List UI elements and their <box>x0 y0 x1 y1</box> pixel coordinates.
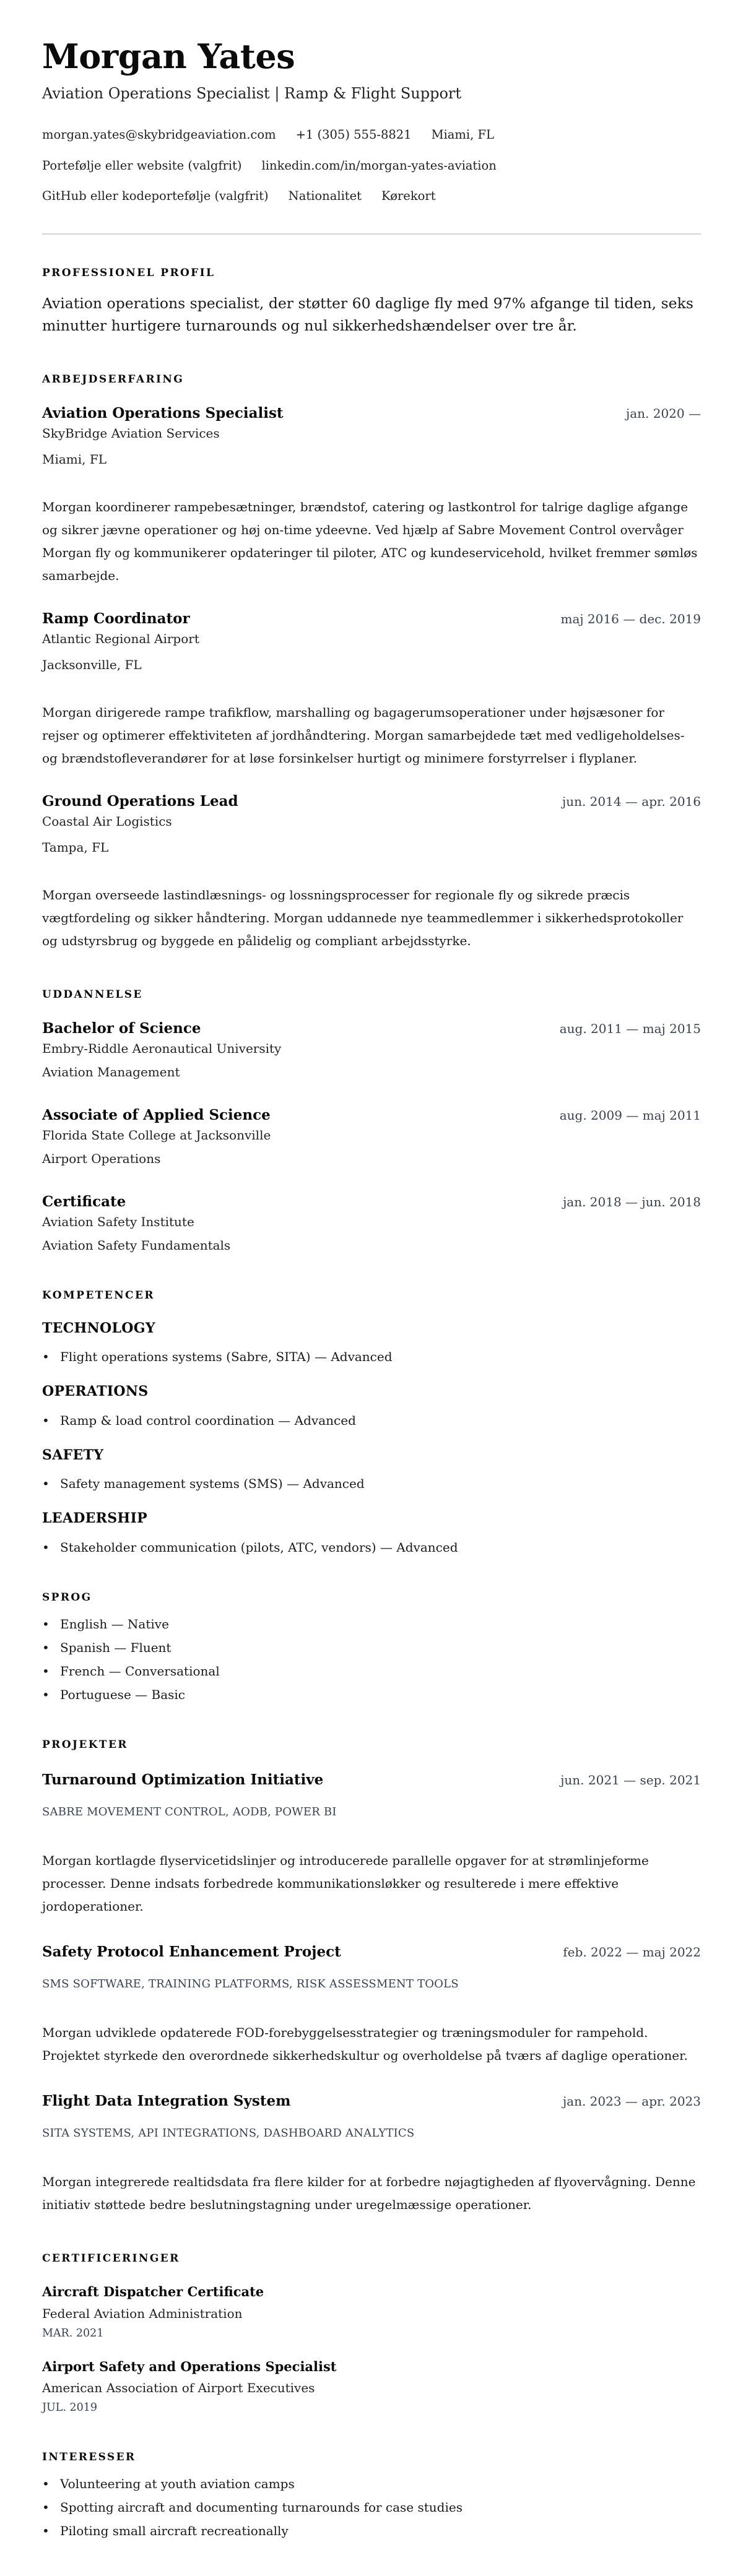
projects-section <box>42 1739 701 2216</box>
education-section <box>42 988 701 1253</box>
skill-item: • Ramp & load control coordination — Advanced <box>42 1412 701 1428</box>
candidate-headline: Aviation Operations Specialist | Ramp & Flight Support <box>42 85 462 103</box>
education-date: aug. 2009 — maj 2011 <box>559 1107 701 1123</box>
education-entry <box>42 1106 701 1167</box>
school-name: Aviation Safety Institute <box>42 1214 194 1229</box>
contact-location: Miami, FL <box>431 128 495 142</box>
project-description: Morgan udviklede opdaterede FOD-forebyggelsesstrategier og træningsmoduler for rampehold. Projektet styrkede den overordnede sikkerhedskultur og overholdelse på tværs af daglige operationer. <box>42 2025 688 2064</box>
project-date: feb. 2022 — maj 2022 <box>563 1945 701 1960</box>
contact-drivers-license: Kørekort <box>381 188 436 203</box>
section-title: SPROG <box>42 1591 92 1604</box>
project-entry <box>42 1943 701 2067</box>
education-entry <box>42 1019 701 1080</box>
skill-category: OPERATIONS <box>42 1383 149 1400</box>
section-title: PROJEKTER <box>42 1739 128 1752</box>
certification-entry <box>42 2358 701 2415</box>
contact-github[interactable]: GitHub eller kodeportefølje (valgfrit) <box>42 188 269 203</box>
skill-group <box>42 1510 701 1555</box>
job-description: Morgan dirigerede rampe trafikflow, marshalling og bagagerumsoperationer under højsæsoner for rejser og optimerer effektiviteten af jordhåndtering. Morgan samarbejdede tæt med vedligeholdelses- og brændstofleverandører for at løse forsinkelser hurtigt og minimere forstyrrelser i flyplaner. <box>42 704 685 766</box>
skill-group <box>42 1447 701 1492</box>
project-description: Morgan integrerede realtidsdata fra flere kilder for at forbedre nøjagtigheden af flyovervågning. Denne initiativ støttede bedre beslutningstagning under uregelmæssige operationer. <box>42 2174 696 2213</box>
certification-title: Aircraft Dispatcher Certificate <box>42 2284 264 2300</box>
education-entry <box>42 1193 701 1253</box>
degree-title: Bachelor of Science <box>42 1020 201 1037</box>
skills-section <box>42 1289 701 1555</box>
job-description: Morgan koordinerer rampebesætninger, brændstof, catering og lastkontrol for talrige daglige afgange og sikrer jævne operationer og høj on-time ydeevne. Ved hjælp af Sabre Movement Control overvåger Morgan fly og kommunikerer opdateringer til piloter, ATC og kundeservicehold, hvilket fremmer sømløs samarbejde. <box>42 499 698 583</box>
job-company: Coastal Air Logistics <box>42 813 172 829</box>
experience-entry <box>42 404 701 587</box>
project-date: jun. 2021 — sep. 2021 <box>560 1773 701 1788</box>
skill-item: • Safety management systems (SMS) — Advanced <box>42 1476 701 1492</box>
language-item: • Portuguese — Basic <box>42 1687 701 1703</box>
field-of-study: Aviation Management <box>42 1064 180 1079</box>
interest-item: • Piloting small aircraft recreationally <box>42 2523 701 2539</box>
skill-item: • Flight operations systems (Sabre, SITA) — Advanced <box>42 1349 701 1365</box>
experience-entry <box>42 792 701 953</box>
education-date: aug. 2011 — maj 2015 <box>559 1021 701 1036</box>
candidate-name: Morgan Yates <box>42 37 295 76</box>
skill-category: SAFETY <box>42 1446 104 1463</box>
school-name: Embry-Riddle Aeronautical University <box>42 1040 282 1056</box>
profile-section <box>42 267 701 337</box>
job-company: SkyBridge Aviation Services <box>42 425 220 441</box>
languages-section <box>42 1591 701 1703</box>
experience-entry <box>42 610 701 770</box>
project-date: jan. 2023 — apr. 2023 <box>562 2094 701 2109</box>
field-of-study: Aviation Safety Fundamentals <box>42 1237 231 1253</box>
contact-portfolio[interactable]: Portefølje eller website (valgfrit) <box>42 158 242 173</box>
profile-summary: Aviation operations specialist, der støtter 60 daglige fly med 97% afgange til tiden, seks minutter hurtigere turnarounds og nul sikkerhedshændelser over tre år. <box>42 294 693 335</box>
job-title: Ramp Coordinator <box>42 610 190 627</box>
interest-item: • Volunteering at youth aviation camps <box>42 2476 701 2492</box>
section-title: CERTIFICERINGER <box>42 2252 180 2265</box>
contact-row <box>42 188 701 204</box>
project-title: Flight Data Integration System <box>42 2093 291 2110</box>
section-title: KOMPETENCER <box>42 1289 155 1302</box>
section-title: ARBEJDSERFARING <box>42 373 185 386</box>
project-tech: SITA SYSTEMS, API INTEGRATIONS, DASHBOARD ANALYTICS <box>42 2127 415 2140</box>
job-date: maj 2016 — dec. 2019 <box>560 611 701 626</box>
job-title: Ground Operations Lead <box>42 792 238 810</box>
language-item: • Spanish — Fluent <box>42 1640 701 1656</box>
certification-entry <box>42 2283 701 2340</box>
contact-linkedin[interactable]: linkedin.com/in/morgan-yates-aviation <box>261 158 497 173</box>
contact-row <box>42 127 701 142</box>
job-date: jan. 2020 — <box>626 405 701 421</box>
school-name: Florida State College at Jacksonville <box>42 1127 271 1143</box>
job-title: Aviation Operations Specialist <box>42 404 284 421</box>
degree-title: Associate of Applied Science <box>42 1106 271 1123</box>
contact-email[interactable]: morgan.yates@skybridgeaviation.com <box>42 128 276 142</box>
resume-header <box>42 37 701 204</box>
project-tech: SMS SOFTWARE, TRAINING PLATFORMS, RISK ASSESSMENT TOOLS <box>42 1977 459 1991</box>
interests-section <box>42 2451 701 2539</box>
job-location: Tampa, FL <box>42 839 109 855</box>
certification-title: Airport Safety and Operations Specialist <box>42 2358 337 2374</box>
contact-row <box>42 158 701 173</box>
skill-category: TECHNOLOGY <box>42 1320 155 1337</box>
experience-section <box>42 373 701 953</box>
section-title: UDDANNELSE <box>42 988 143 1001</box>
project-title: Turnaround Optimization Initiative <box>42 1771 324 1789</box>
section-title: INTERESSER <box>42 2450 136 2463</box>
section-title: PROFESSIONEL PROFIL <box>42 267 215 280</box>
job-company: Atlantic Regional Airport <box>42 631 199 646</box>
project-entry <box>42 2092 701 2216</box>
job-location: Miami, FL <box>42 451 107 467</box>
certification-issuer: Federal Aviation Administration <box>42 2306 243 2321</box>
field-of-study: Airport Operations <box>42 1151 161 1166</box>
language-item: • English — Native <box>42 1616 701 1632</box>
certification-date: JUL. 2019 <box>42 2401 98 2414</box>
interest-item: • Spotting aircraft and documenting turnarounds for case studies <box>42 2499 701 2515</box>
education-date: jan. 2018 — jun. 2018 <box>563 1194 701 1209</box>
skill-category: LEADERSHIP <box>42 1510 147 1527</box>
skill-group <box>42 1383 701 1428</box>
language-item: • French — Conversational <box>42 1663 701 1679</box>
certification-issuer: American Association of Airport Executives <box>42 2380 315 2395</box>
job-date: jun. 2014 — apr. 2016 <box>562 793 701 809</box>
contact-nationality: Nationalitet <box>288 188 362 203</box>
header-divider <box>42 233 701 235</box>
certification-date: MAR. 2021 <box>42 2327 104 2340</box>
job-description: Morgan overseede lastindlæsnings- og lossningsprocesser for regionale fly og sikrede præcis vægtfordeling og sikker håndtering. Morgan uddannede nye teammedlemmer i sikkerhedsprotokoller og udstyrsbrug og byggede en pålidelig og compliant arbejdsstyrke. <box>42 887 684 948</box>
skill-item: • Stakeholder communication (pilots, ATC, vendors) — Advanced <box>42 1539 701 1555</box>
certifications-section <box>42 2252 701 2414</box>
project-entry <box>42 1771 701 1918</box>
skill-group <box>42 1320 701 1365</box>
contact-phone[interactable]: +1 (305) 555-8821 <box>295 128 412 142</box>
project-description: Morgan kortlagde flyservicetidslinjer og introducerede parallelle opgaver for at strømlinjeforme processer. Denne indsats forbedrede kommunikationsløkker og resulterede i mere effektive jordoperationer. <box>42 1853 649 1914</box>
degree-title: Certificate <box>42 1193 126 1210</box>
job-location: Jacksonville, FL <box>42 657 142 672</box>
project-tech: SABRE MOVEMENT CONTROL, AODB, POWER BI <box>42 1805 337 1819</box>
project-title: Safety Protocol Enhancement Project <box>42 1943 341 1961</box>
